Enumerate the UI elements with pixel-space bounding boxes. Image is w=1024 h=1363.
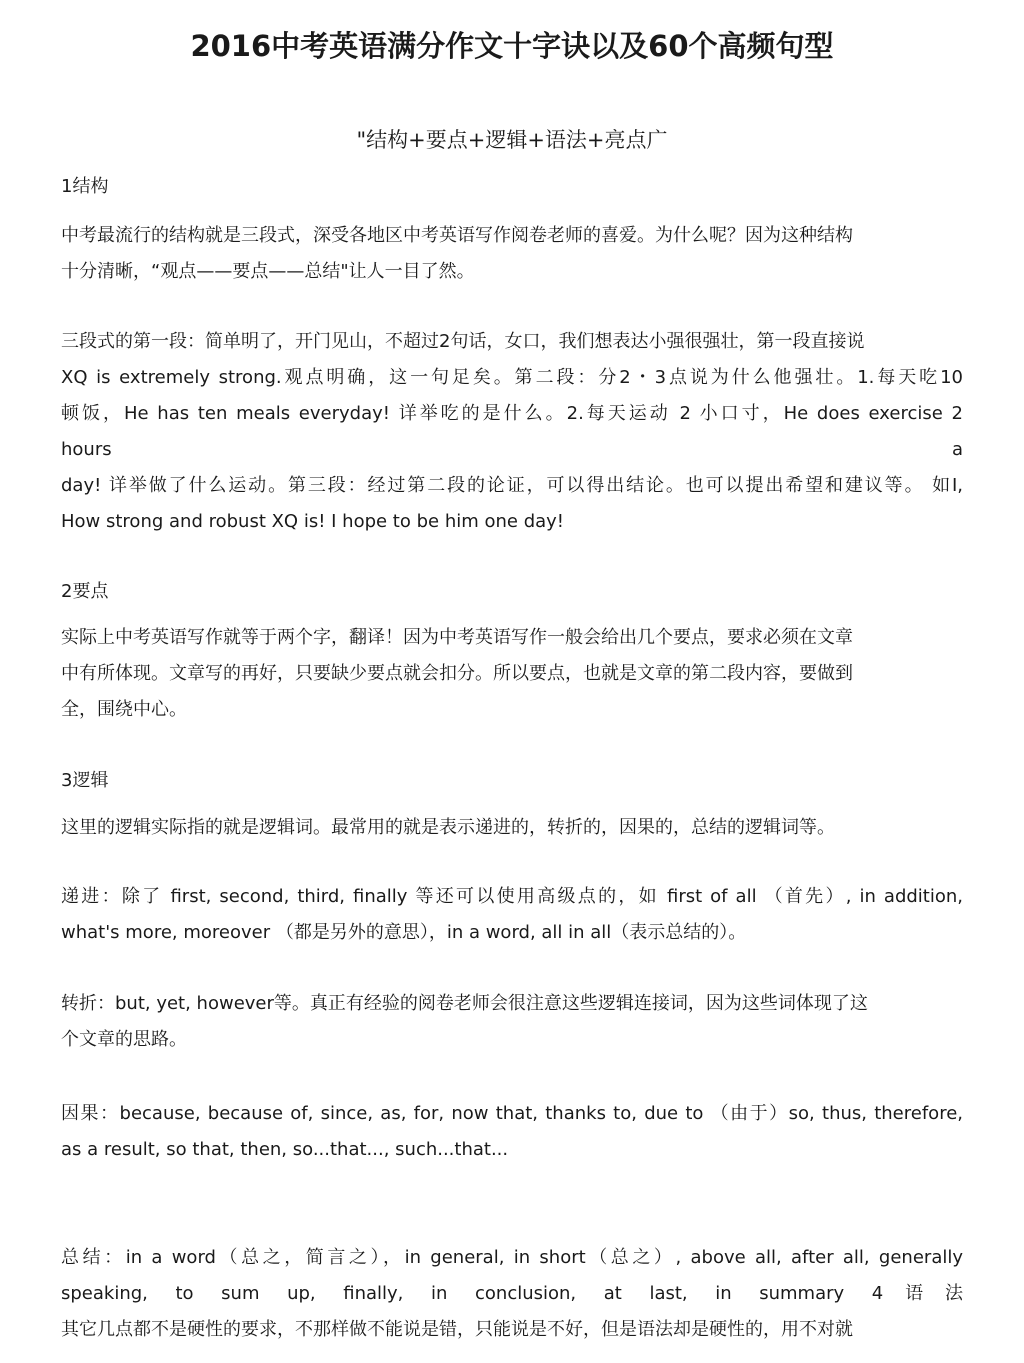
text-line: 实际上中考英语写作就等于两个字，翻译！因为中考英语写作一般会给出几个要点，要求必须在文章: [61, 627, 853, 648]
text-line: as a result, so that, then, so...that..., such...that...: [61, 1139, 509, 1160]
text-line: 其它几点都不是硬性的要求，不那样做不能说是错，只能说是不好，但是语法却是硬性的，用不对就: [61, 1319, 853, 1340]
text-line: 全，围绕中心。: [61, 699, 187, 720]
section-heading-logic: 3逻辑: [61, 770, 109, 791]
paragraph-progression: [61, 879, 963, 951]
document-title: 2016中考英语满分作文十字诀以及60个高频句型: [190, 29, 834, 63]
text-line: 因果：because, because of, since, as, for, now that, thanks to, due to （由于）so, thus, therefore,: [61, 1103, 963, 1124]
text-line: 总结：in a word（总之，简言之），in general, in short（总之）, above all, after all, generally: [61, 1247, 963, 1268]
paragraph-logic-intro: [61, 810, 963, 846]
section-heading-key-points: 2要点: [61, 581, 109, 602]
document-subtitle: "结构+要点+逻辑+语法+亮点广: [356, 128, 668, 152]
text-line: 十分清晰，“观点——要点——总结"让人一目了然。: [61, 261, 475, 282]
paragraph-three-part-structure: [61, 324, 963, 540]
text-line: 三段式的第一段：简单明了，开门见山，不超过2句话，女口，我们想表达小强很强壮，第一段直接说: [61, 331, 865, 352]
text-line: day! 详举做了什么运动。第三段：经过第二段的论证，可以得出结论。也可以提出希望和建议等。 如I,: [61, 475, 963, 496]
text-line: 递进：除了 first, second, third, finally 等还可以使用高级点的，如 first of all （首先）, in addition,: [61, 886, 963, 907]
text-line: 顿饭，He has ten meals everyday! 详举吃的是什么。2.每天运动 2 小口寸，He does exercise 2: [61, 403, 963, 424]
paragraph-transition: [61, 986, 963, 1058]
text-line: what's more, moreover （都是另外的意思），in a word, all in all（表示总结的）。: [61, 922, 747, 943]
section-heading-structure: 1结构: [61, 176, 109, 197]
text-line: 转折：but, yet, however等。真正有经验的阅卷老师会很注意这些逻辑连接词，因为这些词体现了这: [61, 993, 868, 1014]
paragraph-key-points: [61, 620, 963, 728]
text-line: How strong and robust XQ is! I hope to be him one day!: [61, 511, 565, 532]
text-line: 中有所体现。文章写的再好，只要缺少要点就会扣分。所以要点，也就是文章的第二段内容，要做到: [61, 663, 853, 684]
text-line: speaking, to sum up, finally, in conclusion, at last, in summary 4语法: [61, 1283, 963, 1304]
paragraph-summary: [61, 1240, 963, 1348]
text-line: 个文章的思路。: [61, 1029, 187, 1050]
text-line: hours a: [61, 439, 963, 460]
paragraph-structure-intro: [61, 218, 963, 290]
paragraph-cause-effect: [61, 1096, 963, 1168]
text-line: 这里的逻辑实际指的就是逻辑词。最常用的就是表示递进的，转折的，因果的，总结的逻辑词等。: [61, 817, 835, 838]
text-line: 中考最流行的结构就是三段式，深受各地区中考英语写作阅卷老师的喜爱。为什么呢？因为这种结构: [61, 225, 853, 246]
text-line: XQ is extremely strong.观点明确，这一句足矣。第二段：分2・3点说为什么他强壮。1.每天吃10: [61, 367, 963, 388]
